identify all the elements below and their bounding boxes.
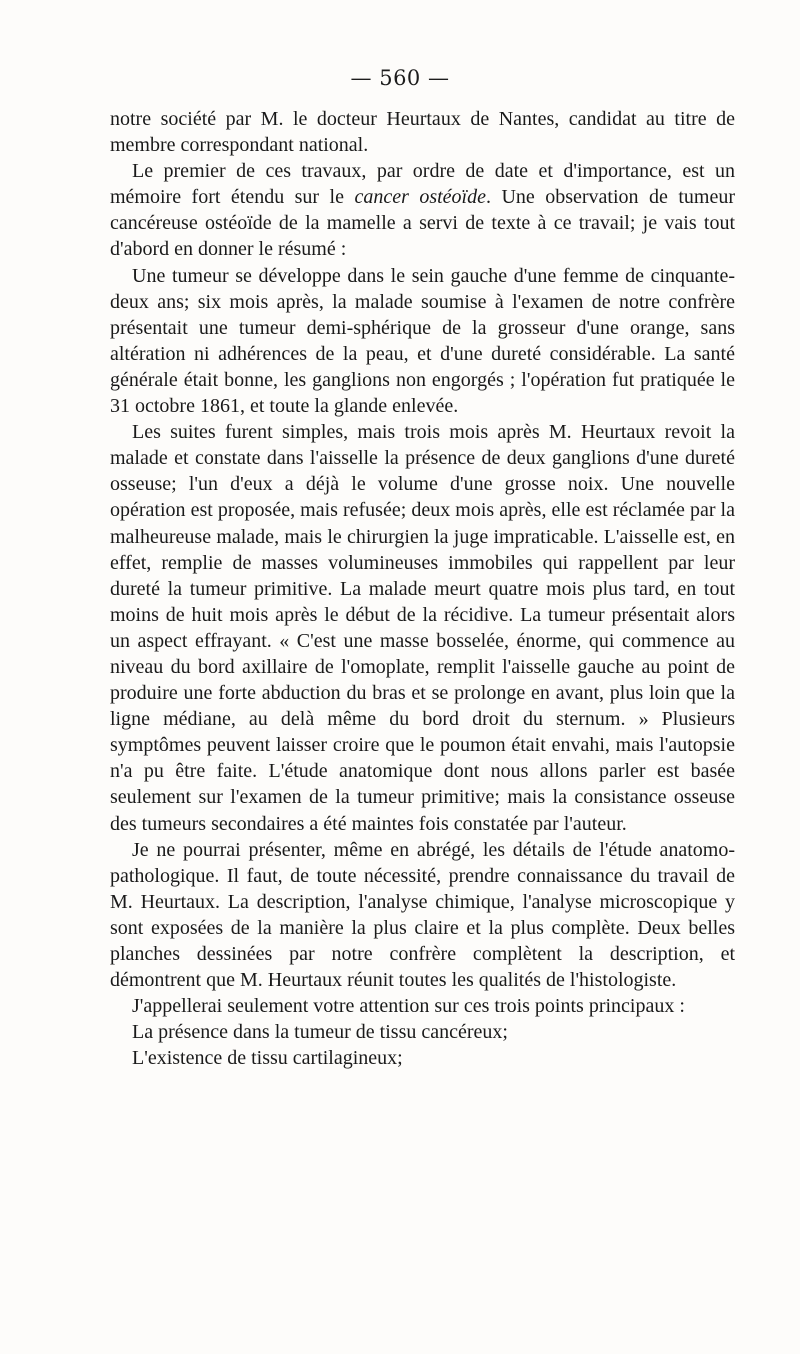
paragraph-text: J'appellerai seulement votre attention sur ces trois points principaux : [132, 995, 685, 1018]
paragraph [110, 1019, 735, 1045]
paragraph-text: La présence dans la tumeur de tissu cancéreux; [132, 1021, 508, 1044]
page-number: — 560 — [350, 66, 450, 90]
paragraph [110, 837, 735, 994]
paragraph [110, 106, 735, 158]
paragraph [110, 158, 735, 262]
paragraph-text: notre société par M. le docteur Heurtaux de Nantes, candidat au titre de membre correspondant national. [110, 108, 735, 157]
paragraph [110, 419, 735, 837]
paragraph-text: Le premier de ces travaux, par ordre de date et d'importance, est un mémoire fort étendu sur le [110, 160, 735, 209]
paragraph-text: Les suites furent simples, mais trois mois après M. Heurtaux revoit la malade et constate dans l'aisselle la présence de deux ganglions d'une dureté osseuse; l'un d'eux a déjà le volume d'une grosse noix. Une nouvelle opération est proposée, mais refusée; deux mois après, elle est réclamée par la malheureuse malade, mais le chirurgien la juge impraticable. L'aisselle est, en effet, remplie de masses volumineuses immobiles qui rappellent par leur dureté la tumeur primitive. La malade meurt quatre mois plus tard, en tout moins de huit mois après le début de la récidive. La tumeur présentait alors un aspect effrayant. « C'est une masse bosselée, énorme, qui commence au niveau du bord axillaire de l'omoplate, remplit l'aisselle gauche au point de produire une forte abduction du bras et se prolonge en avant, plus loin que la ligne médiane, au delà même du bord droit du sternum. » Plusieurs symptômes peuvent laisser croire que le poumon était envahi, mais l'autopsie n'a pu être faite. L'étude anatomique dont nous allons parler est basée seulement sur l'examen de la tumeur primitive; mais la consistance osseuse des tumeurs secondaires a été maintes fois constatée par l'auteur. [110, 421, 735, 835]
paragraph-text: Une tumeur se développe dans le sein gauche d'une femme de cinquante-deux ans; six mois après, la malade soumise à l'examen de notre confrère présentait une tumeur demi-sphérique de la grosseur d'une orange, sans altération ni adhérences de la peau, et d'une dureté considérable. La santé générale était bonne, les ganglions non engorgés ; l'opération fut pratiquée le 31 octobre 1861, et toute la glande enlevée. [110, 264, 735, 418]
body-text [110, 106, 735, 1071]
paragraph-text: Je ne pourrai présenter, même en abrégé, les détails de l'étude anatomo-pathologique. Il faut, de toute nécessité, prendre connaissance du travail de M. Heurtaux. La description, l'analyse chimique, l'analyse microscopique y sont exposées de la manière la plus claire et la plus complète. Deux belles planches dessinées par notre confrère complètent la description, et démontrent que M. Heurtaux réunit toutes les qualités de l'histologiste. [110, 838, 735, 992]
paragraph [110, 263, 735, 420]
paragraph-text: L'existence de tissu cartilagineux; [132, 1047, 403, 1070]
paragraph-text: . Une observation de tumeur cancéreuse ostéoïde de la mamelle a servi de texte à ce travail; je vais tout d'abord en donner le résumé : [110, 186, 735, 261]
paragraph [110, 1045, 735, 1071]
paragraph [110, 993, 735, 1019]
italic-text: cancer ostéoïde [354, 186, 486, 209]
